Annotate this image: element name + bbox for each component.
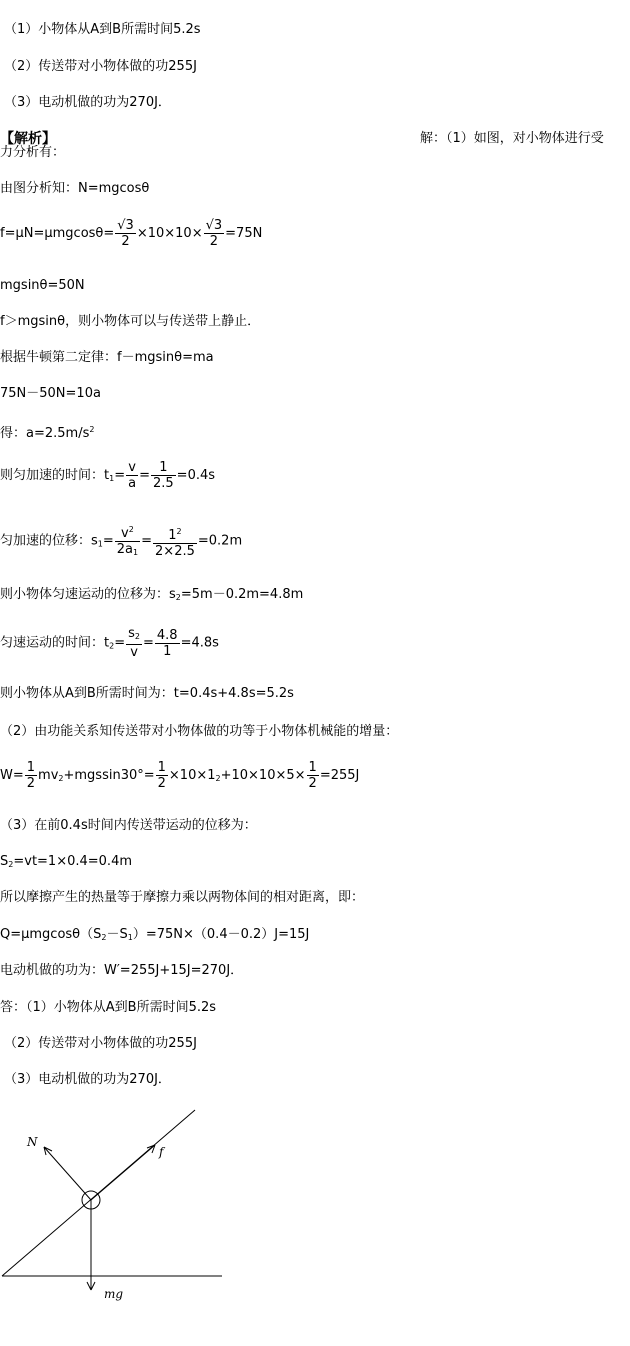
frac-s2-over-v (126, 626, 142, 660)
t2-sub: 2 (109, 641, 115, 651)
w-mid2: +mgssin30°= (63, 768, 155, 783)
sub: 1 (133, 548, 139, 557)
eq: = (141, 533, 153, 549)
t1-pre: 则匀加速的时间：t (0, 468, 110, 483)
label-N: N (27, 1135, 38, 1149)
num: 1 (157, 760, 166, 775)
num: 4.8 (156, 627, 178, 643)
s1-sub: 1 (97, 539, 103, 549)
friction-arrow (91, 1145, 155, 1200)
frac-v-over-a (126, 460, 138, 491)
den: 2 (209, 234, 219, 249)
S2-end: =vt=1×0.4=0.4m (13, 854, 133, 869)
compare-line: f＞mgsinθ，则小物体可以与传送带上静止． (0, 314, 261, 329)
v: v (121, 526, 129, 541)
two-a: 2a (116, 542, 134, 557)
num: 1 (308, 760, 317, 775)
num: √3 (117, 218, 134, 233)
sup: 2 (128, 525, 134, 534)
jiexi-label: 【解析】 (0, 131, 56, 147)
mgsin-line: mgsinθ=50N (0, 278, 85, 293)
eq: = (142, 635, 154, 651)
final-answer-1: 答：（1）小物体从A到B所需时间5.2s (0, 1000, 217, 1015)
den: v (130, 645, 138, 660)
normal-force-line: 由图分析知：N=mgcosθ (0, 181, 150, 196)
den: a (128, 476, 137, 491)
normal-arrow (44, 1147, 91, 1200)
friction-mid: ×10×10× (136, 226, 203, 241)
den: 2 (308, 776, 317, 791)
sup: 2 (176, 526, 182, 536)
one: 1 (168, 527, 177, 543)
label-f: f (159, 1145, 164, 1159)
num: 1 (26, 760, 36, 775)
S2-line (0, 854, 132, 873)
frac-half-c (307, 760, 319, 791)
s2-end: =5m－0.2m=4.8m (180, 587, 304, 602)
w-mid1: mv (38, 768, 59, 783)
answer-2: （2）传送带对小物体做的功255J (4, 59, 197, 74)
label-mg: mg (104, 1287, 124, 1301)
final-answer-3: （3）电动机做的功为270J． (4, 1072, 171, 1087)
num (153, 524, 197, 544)
q-end: ）=75N×（0.4－0.2）J=15J (132, 927, 310, 942)
eq: = (114, 635, 126, 651)
den: 2 (26, 776, 36, 791)
w-pre: W= (0, 768, 24, 783)
frac-1-over-2p5 (151, 460, 176, 491)
friction-end: =75N (225, 226, 263, 241)
w-sub: 2 (58, 774, 64, 783)
final-answer-2: （2）传送带对小物体做的功255J (4, 1036, 197, 1051)
force-diagram (0, 1100, 240, 1310)
t2-end: =4.8s (180, 635, 219, 651)
q-line (0, 927, 309, 946)
total-time-line: 则小物体从A到B所需时间为：t=0.4s+4.8s=5.2s (0, 686, 294, 701)
answer-3: （3）电动机做的功为270J． (4, 95, 171, 110)
s1-pre: 匀加速的位移：s (0, 533, 98, 549)
frac-half-b (156, 760, 168, 791)
friction-line (0, 218, 262, 249)
den: 1 (163, 643, 172, 659)
s2-pre: 则小物体匀速运动的位移为：s (0, 587, 176, 602)
s: s (128, 626, 135, 641)
den: 2 (157, 776, 166, 791)
w-end: =255J (319, 768, 360, 783)
q-pre: Q=μmgcosθ（S (0, 927, 102, 942)
w-mid4: +10×10×5× (220, 768, 306, 783)
sub: 2 (134, 632, 140, 641)
friction-pre: f=μN=μmgcosθ= (0, 226, 115, 241)
frac-sqrt3-over-2a (115, 218, 136, 249)
num (115, 522, 140, 542)
frac-sqrt3-over-2b (204, 218, 225, 249)
num (126, 626, 142, 645)
s2-sub: 2 (175, 593, 181, 602)
num: √3 (205, 218, 223, 233)
t1-line (0, 460, 215, 491)
den: 2.5 (152, 476, 174, 491)
intro-right: 解：（1）如图，对小物体进行受 (420, 131, 604, 146)
acceleration-line (0, 422, 94, 442)
den: 2 (121, 234, 130, 249)
frac-v2-over-2a1 (115, 522, 140, 560)
w-mid3: ×10×1 (168, 768, 216, 783)
num: v (126, 460, 138, 476)
t1-end: =0.4s (176, 468, 216, 483)
frac-1sq-over-2x2p5 (153, 524, 197, 559)
frac-4p8-over-1 (155, 628, 180, 659)
eq: = (102, 533, 114, 549)
answer-1: （1）小物体从A到B所需时间5.2s (4, 22, 201, 37)
s1-end: =0.2m (197, 533, 243, 549)
equation-line: 75N－50N=10a (0, 386, 101, 401)
q-sub2: 2 (101, 933, 107, 942)
t2-line (0, 626, 219, 660)
den (115, 542, 140, 560)
eq: = (114, 468, 126, 483)
intro-continuation: 力分析有： (0, 145, 66, 160)
frac-half-a (25, 760, 37, 791)
work-line (0, 760, 359, 791)
motor-line: 电动机做的功为：W′=255J+15J=270J． (0, 963, 244, 978)
t1-sub: 1 (109, 474, 115, 483)
num: 1 (151, 460, 176, 476)
heat-line: 所以摩擦产生的热量等于摩擦力乘以两物体间的相对距离，即： (0, 890, 365, 905)
w-sub2: 2 (215, 774, 221, 783)
q-mid: －S (106, 927, 128, 942)
S2-sub: 2 (8, 860, 14, 869)
s1-line (0, 522, 242, 560)
S2-pre: S (0, 854, 9, 869)
den: 2×2.5 (155, 543, 195, 559)
part3-line: （3）在前0.4s时间内传送带运动的位移为： (0, 818, 257, 833)
eq: = (139, 468, 150, 483)
q-sub1: 1 (127, 933, 133, 942)
newton-line: 根据牛顿第二定律：f－mgsinθ=ma (0, 350, 214, 365)
acc-sup: 2 (89, 425, 95, 434)
t2-pre: 匀速运动的时间：t (0, 635, 110, 651)
part2-line: （2）由功能关系知传送带对小物体做的功等于小物体机械能的增量： (0, 724, 399, 739)
acc-text: 得：a=2.5m/s (0, 426, 90, 441)
s2-line (0, 587, 303, 606)
